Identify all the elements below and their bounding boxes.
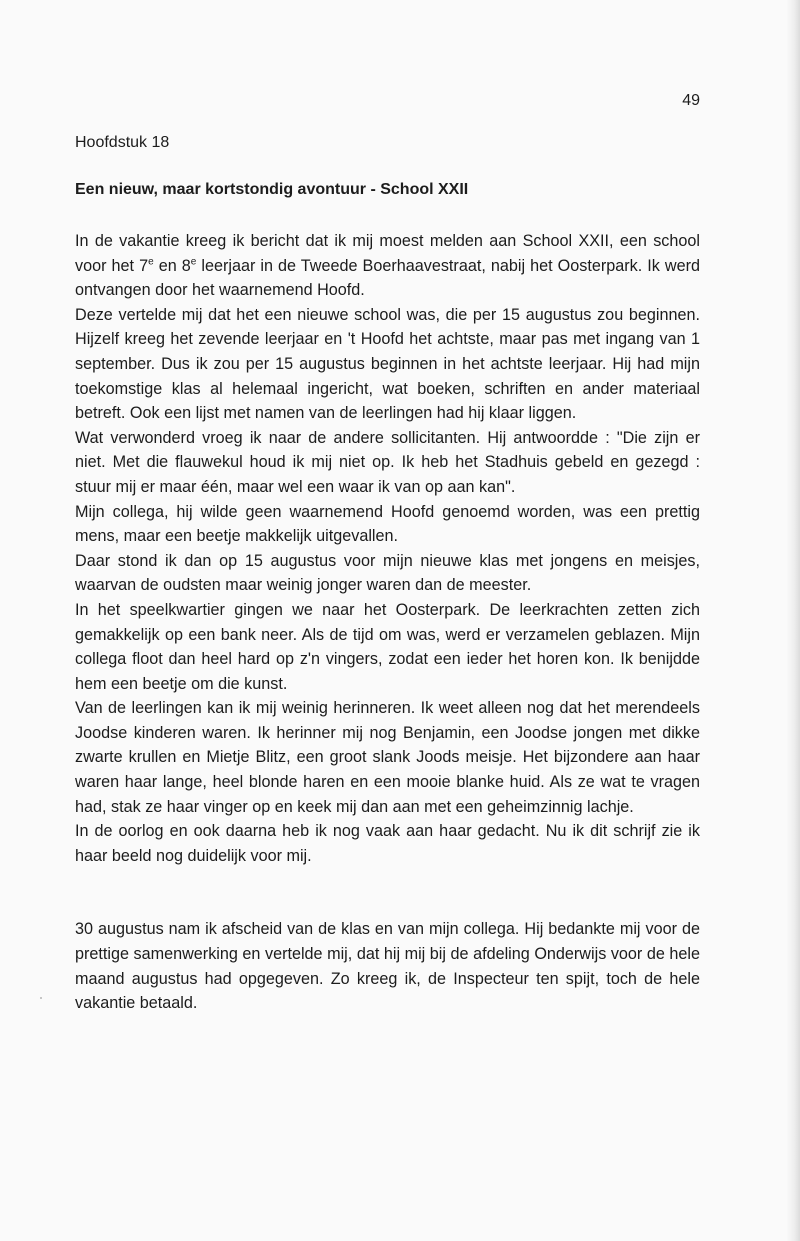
page-edge-shadow bbox=[786, 0, 800, 1241]
paragraph-3: Wat verwonderd vroeg ik naar de andere sollicitanten. Hij antwoordde : "Die zijn er niet. Met die flauwekul houd ik mij niet op. Ik heb het Stadhuis gebeld en gezegd : stuur mij er maar één, maar wel een waar ik van op aan kan". bbox=[75, 428, 700, 496]
chapter-label: Hoofdstuk 18 bbox=[75, 134, 170, 151]
paragraph-7: Van de leerlingen kan ik mij weinig herinneren. Ik weet alleen nog dat het merendeels Joodse kinderen waren. Ik herinner mij nog Benjamin, een Joodse jongen met dikke zwarte krullen en Mietje Blitz, een groot slank Joods meisje. Het bijzondere aan haar waren haar lange, heel blonde haren en een mooie blanke huid. Als ze wat te vragen had, stak ze haar vinger op en keek mij dan aan met een geheimzinnig lachje. bbox=[75, 699, 700, 816]
paragraph-1 bbox=[75, 229, 700, 303]
paragraph-1-part-c: leerjaar in de Tweede Boerhaavestraat, nabij het Oosterpark. Ik werd ontvangen door het waarnemend Hoofd. bbox=[75, 256, 700, 300]
paragraph-1-part-a: In de vakantie kreeg ik bericht dat ik mij moest melden aan School XXII, een school voor het 7 bbox=[75, 232, 700, 275]
paragraph-5: Daar stond ik dan op 15 augustus voor mijn nieuwe klas met jongens en meisjes, waarvan de oudsten maar weinig jonger waren dan de meester. bbox=[75, 551, 700, 595]
ordinal-suffix-7: e bbox=[148, 256, 154, 268]
paragraph-2: Deze vertelde mij dat het een nieuwe school was, die per 15 augustus zou beginnen. Hijzelf kreeg het zevende leerjaar en 't Hoofd het achtste, maar pas met ingang van 1 september. Dus ik zou per 15 augustus beginnen in het achtste leerjaar. Hij had mijn toekomstige klas al helemaal ingericht, wat boeken, schriften en ander materiaal betreft. Ook een lijst met namen van de leerlingen had hij klaar liggen. bbox=[75, 305, 700, 423]
body-text bbox=[75, 229, 700, 1016]
paragraph-9: 30 augustus nam ik afscheid van de klas en van mijn collega. Hij bedankte mij voor de prettige samenwerking en vertelde mij, dat hij mij bij de afdeling Onderwijs voor de hele maand augustus had opgegeven. Zo kreeg ik, de Inspecteur ten spijt, toch de hele vakantie betaald. bbox=[75, 920, 700, 1013]
paragraph-8: In de oorlog en ook daarna heb ik nog vaak aan haar gedacht. Nu ik dit schrijf zie ik haar beeld nog duidelijk voor mij. bbox=[75, 822, 700, 865]
paragraph-1-part-b: en 8 bbox=[153, 256, 191, 275]
section-gap bbox=[75, 868, 700, 917]
scan-speck bbox=[40, 997, 42, 999]
paragraph-6: In het speelkwartier gingen we naar het Oosterpark. De leerkrachten zetten zich gemakkelijk op een bank neer. Als de tijd om was, werd er verzamelen geblazen. Mijn collega floot dan heel hard op z'n vingers, zodat een ieder het horen kon. Ik benijdde hem een beetje om die kunst. bbox=[75, 600, 700, 693]
page-number: 49 bbox=[682, 92, 700, 109]
chapter-title: Een nieuw, maar kortstondig avontuur - School XXII bbox=[75, 181, 469, 198]
ordinal-suffix-8: e bbox=[190, 256, 197, 268]
paragraph-4: Mijn collega, hij wilde geen waarnemend Hoofd genoemd worden, was een prettig mens, maar een beetje makkelijk uitgevallen. bbox=[75, 502, 700, 546]
